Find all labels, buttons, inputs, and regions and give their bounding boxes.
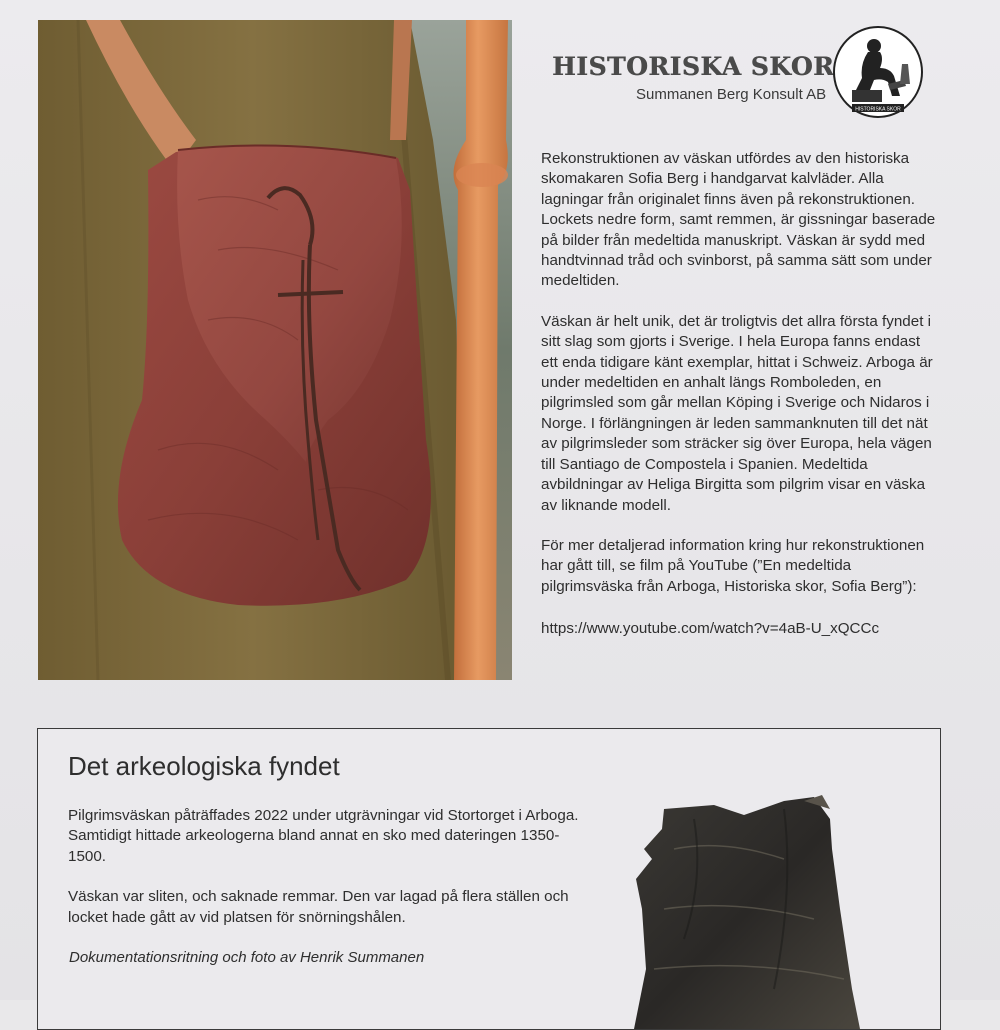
find-section-text (68, 806, 588, 948)
logo-subtitle: Summanen Berg Konsult AB (636, 86, 827, 103)
reconstructed-bag-photo (38, 20, 512, 680)
photo-credit: Dokumentationsritning och foto av Henrik Summanen (69, 949, 425, 966)
reconstruction-paragraph: Rekonstruktionen av väskan utfördes av den historiska skomakaren Sofia Berg i handgarvat kalvläder. Alla lagningar från originalet finns även på rekonstruktionen. Lockets nedre form, samt remmen, är gissningar baserade på bilder från medeltida manuskript. Väskan är sydd med handtvinnad tråd och svinborst, på samma sätt som under medeltiden. (541, 150, 936, 290)
archaeological-find-box (37, 728, 941, 1030)
svg-text:HISTORISKA SKOR: HISTORISKA SKOR (855, 106, 901, 113)
youtube-link[interactable]: https://www.youtube.com/watch?v=4aB-U_xQCCc (541, 620, 880, 638)
find-paragraph-condition: Väskan var sliten, och saknade remmar. Den var lagad på flera ställen och locket hade gått av vid platsen för snörningshålen. (68, 888, 569, 926)
video-info-paragraph: För mer detaljerad information kring hur rekonstruktionen har gått till, se film på YouTube (”En medeltida pilgrimsväska från Arboga, Historiska skor, Sofia Berg”): (541, 536, 925, 595)
logo-title: HISTORISKA SKOR (552, 52, 835, 81)
description-column (541, 149, 941, 640)
find-paragraph-discovery: Pilgrimsväskan påträffades 2022 under utgrävningar vid Stortorget i Arboga. Samtidigt hittade arkeologerna bland annat en sko med dateringen 1350-1500. (68, 807, 579, 865)
find-section-title: Det arkeologiska fyndet (68, 751, 340, 781)
original-bag-photo (634, 789, 874, 1029)
uniqueness-paragraph: Väskan är helt unik, det är troligtvis det allra första fyndet i sitt slag som gjorts i Sverige. I hela Europa fanns endast ett enda tidigare känt exemplar, hittat i Schweiz. Arboga är under medeltiden en anhalt längs Romboleden, en pilgrimsled som går mellan Köping i Sverige och Nidaros i Norge. I förlängningen är leden sammanknuten till det nät av pilgrimsleder som sträcker sig över Europa, hela vägen till Santiago de Compostela i Spanien. Medeltida avbildningar av Heliga Birgitta som pilgrim visar en väska av liknande modell. (541, 312, 933, 514)
shoemaker-emblem-icon (830, 24, 926, 124)
